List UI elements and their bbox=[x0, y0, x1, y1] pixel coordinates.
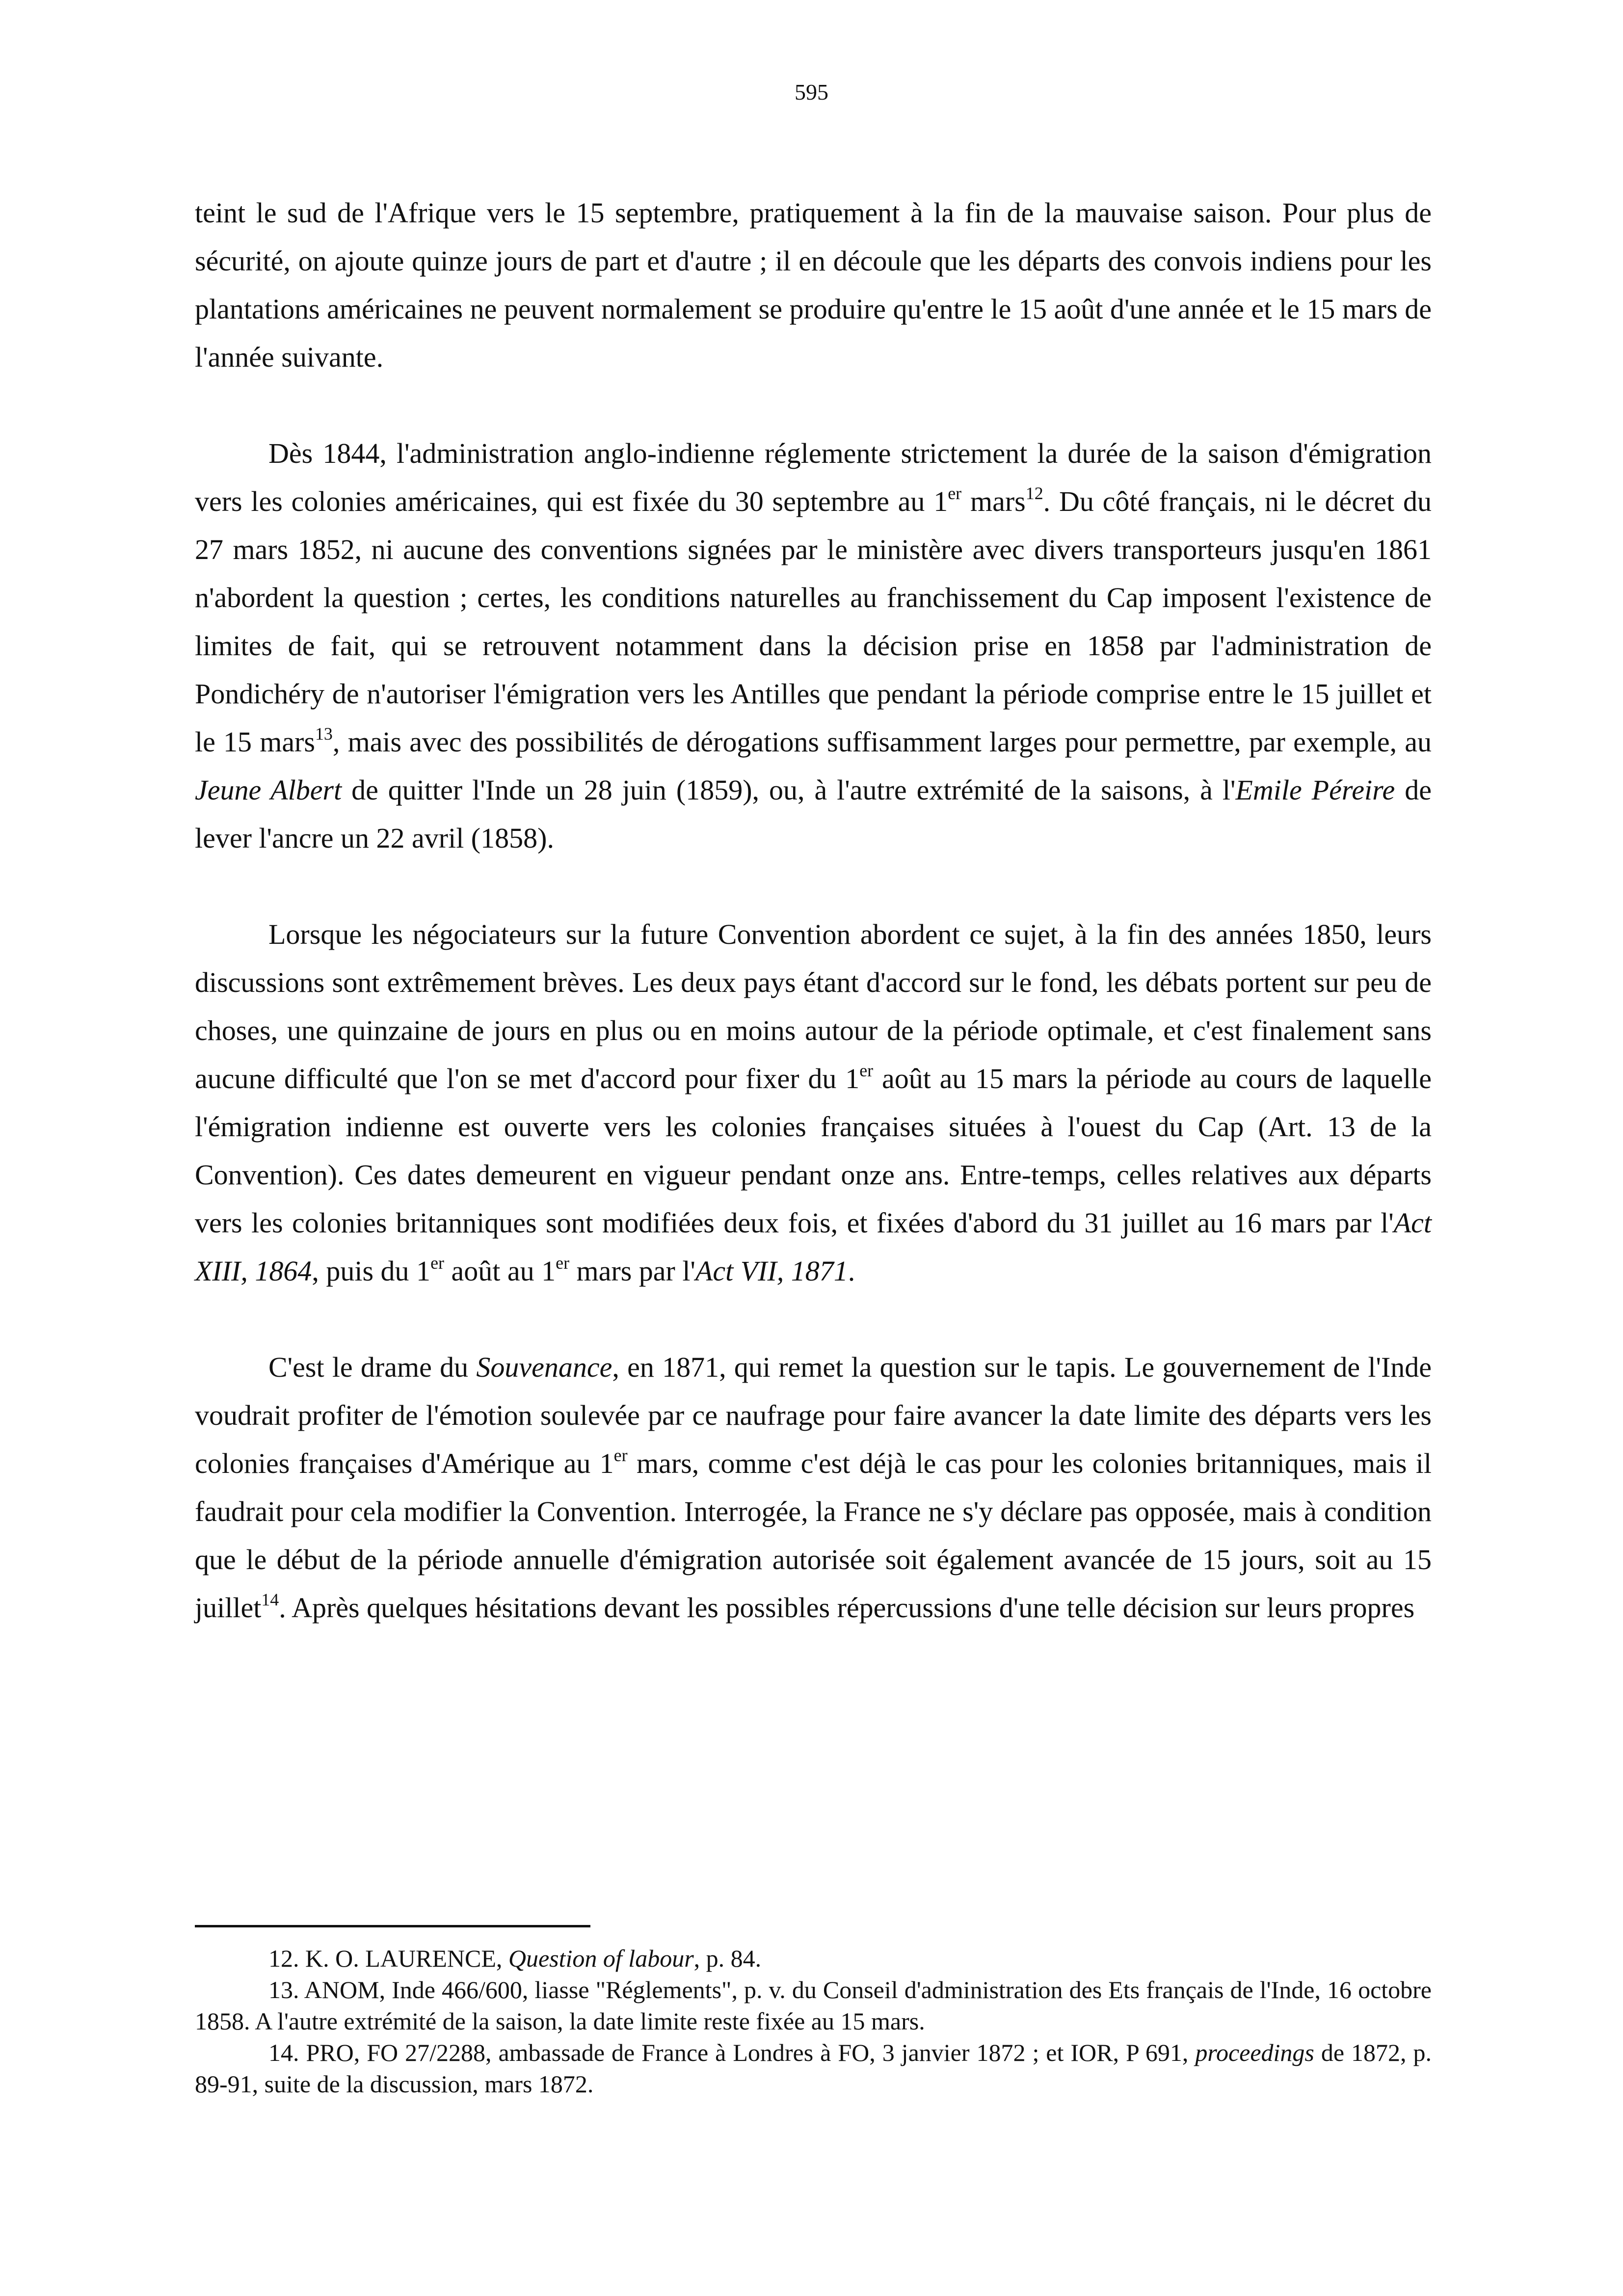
text-run: 12. K. O. LAURENCE, bbox=[268, 1945, 508, 1972]
text-run: 14. PRO, FO 27/2288, ambassade de France à Londres à FO, 3 janvier 1872 ; et IOR, P 691, bbox=[268, 2039, 1196, 2066]
superscript: 13 bbox=[315, 724, 333, 744]
superscript: er bbox=[859, 1061, 874, 1081]
footnote-divider bbox=[195, 1925, 590, 1927]
text-run: teint le sud de l'Afrique vers le 15 septembre, pratiquement à la fin de la mauvaise saison. Pour plus de sécurité, on ajoute quinze jours de part et d'autre ; il en découle que les départs des convois indiens pour les plantations américaines ne peuvent normalement se produire qu'entre le 15 août d'une année et le 15 mars de l'année suivante. bbox=[195, 197, 1432, 373]
text-run: de lever l'ancre un 22 avril (1858). bbox=[195, 774, 1432, 854]
footnote bbox=[195, 1943, 1432, 1974]
italic-text: Act VII, 1871 bbox=[695, 1255, 848, 1287]
superscript: er bbox=[430, 1253, 444, 1273]
paragraph bbox=[195, 910, 1432, 1295]
superscript: er bbox=[556, 1253, 570, 1273]
superscript: 14 bbox=[261, 1590, 279, 1610]
italic-text: Act XIII, 1864 bbox=[195, 1207, 1432, 1287]
text-run: mars bbox=[961, 485, 1026, 517]
paragraph bbox=[195, 189, 1432, 381]
text-run: . Après quelques hésitations devant les possibles répercussions d'une telle décision sur leurs propres bbox=[279, 1592, 1415, 1624]
italic-text: Jeune Albert bbox=[195, 774, 342, 806]
paragraph bbox=[195, 1343, 1432, 1632]
text-run: , en 1871, qui remet la question sur le tapis. Le gouvernement de l'Inde voudrait profiter de l'émotion soulevée par ce naufrage pour faire avancer la date limite des départs vers les colonies françaises d'Amérique au 1 bbox=[195, 1351, 1432, 1479]
text-run: C'est le drame du bbox=[268, 1351, 477, 1383]
body-text bbox=[195, 189, 1432, 1632]
italic-text: proceedings bbox=[1195, 2039, 1314, 2066]
text-run: de 1872, p. 89-91, suite de la discussion, mars 1872. bbox=[195, 2039, 1432, 2098]
text-run: mars par l' bbox=[569, 1255, 695, 1287]
text-run: 13. ANOM, Inde 466/600, liasse "Réglements", p. v. du Conseil d'administration des Ets français de l'Inde, 16 octobre 1858. A l'autre extrémité de la saison, la date limite reste fixée au 15 mars. bbox=[195, 1976, 1432, 2035]
text-run: mars, comme c'est déjà le cas pour les colonies britanniques, mais il faudrait pour cela modifier la Convention. Interrogée, la France ne s'y déclare pas opposée, mais à condition que le début de la période annuelle d'émigration autorisée soit également avancée de 15 jours, soit au 15 juillet bbox=[195, 1447, 1432, 1624]
text-run: août au 15 mars la période au cours de laquelle l'émigration indienne est ouverte vers les colonies françaises situées à l'ouest du Cap (Art. 13 de la Convention). Ces dates demeurent en vigueur pendant onze ans. Entre-temps, celles relatives aux départs vers les colonies britanniques sont modifiées deux fois, et fixées d'abord du 31 juillet au 16 mars par l' bbox=[195, 1063, 1432, 1239]
italic-text: Souvenance bbox=[476, 1351, 612, 1383]
text-run: , mais avec des possibilités de dérogations suffisamment larges pour permettre, par exemple, au bbox=[332, 726, 1432, 758]
superscript: er bbox=[948, 483, 962, 504]
text-run: Dès 1844, l'administration anglo-indienne réglemente strictement la durée de la saison d'émigration vers les colonies américaines, qui est fixée du 30 septembre au 1 bbox=[195, 437, 1432, 517]
italic-text: Emile Péreire bbox=[1235, 774, 1395, 806]
superscript: 12 bbox=[1025, 483, 1043, 504]
text-run: , p. 84. bbox=[693, 1945, 762, 1972]
text-run: août au 1 bbox=[444, 1255, 556, 1287]
text-run: , puis du 1 bbox=[312, 1255, 431, 1287]
text-run: Lorsque les négociateurs sur la future Convention abordent ce sujet, à la fin des années 1850, leurs discussions sont extrêmement brèves. Les deux pays étant d'accord sur le fond, les débats portent sur peu de choses, une quinzaine de jours en plus ou en moins autour de la période optimale, et c'est finalement sans aucune difficulté que l'on se met d'accord pour fixer du 1 bbox=[195, 918, 1432, 1095]
text-run: de quitter l'Inde un 28 juin (1859), ou, à l'autre extrémité de la saisons, à l' bbox=[342, 774, 1236, 806]
italic-text: Question of labour bbox=[508, 1945, 694, 1972]
superscript: er bbox=[613, 1445, 628, 1466]
footnote bbox=[195, 1974, 1432, 2037]
text-run: . bbox=[848, 1255, 855, 1287]
page-number: 595 bbox=[795, 80, 828, 105]
footnotes bbox=[195, 1943, 1432, 2100]
footnote bbox=[195, 2037, 1432, 2100]
text-run: . Du côté français, ni le décret du 27 mars 1852, ni aucune des conventions signées par le ministère avec divers transporteurs jusqu'en 1861 n'abordent la question ; certes, les conditions naturelles au franchissement du Cap imposent l'existence de limites de fait, qui se retrouvent notamment dans la décision prise en 1858 par l'administration de Pondichéry de n'autoriser l'émigration vers les Antilles que pendant la période comprise entre le 15 juillet et le 15 mars bbox=[195, 485, 1432, 758]
paragraph bbox=[195, 429, 1432, 862]
